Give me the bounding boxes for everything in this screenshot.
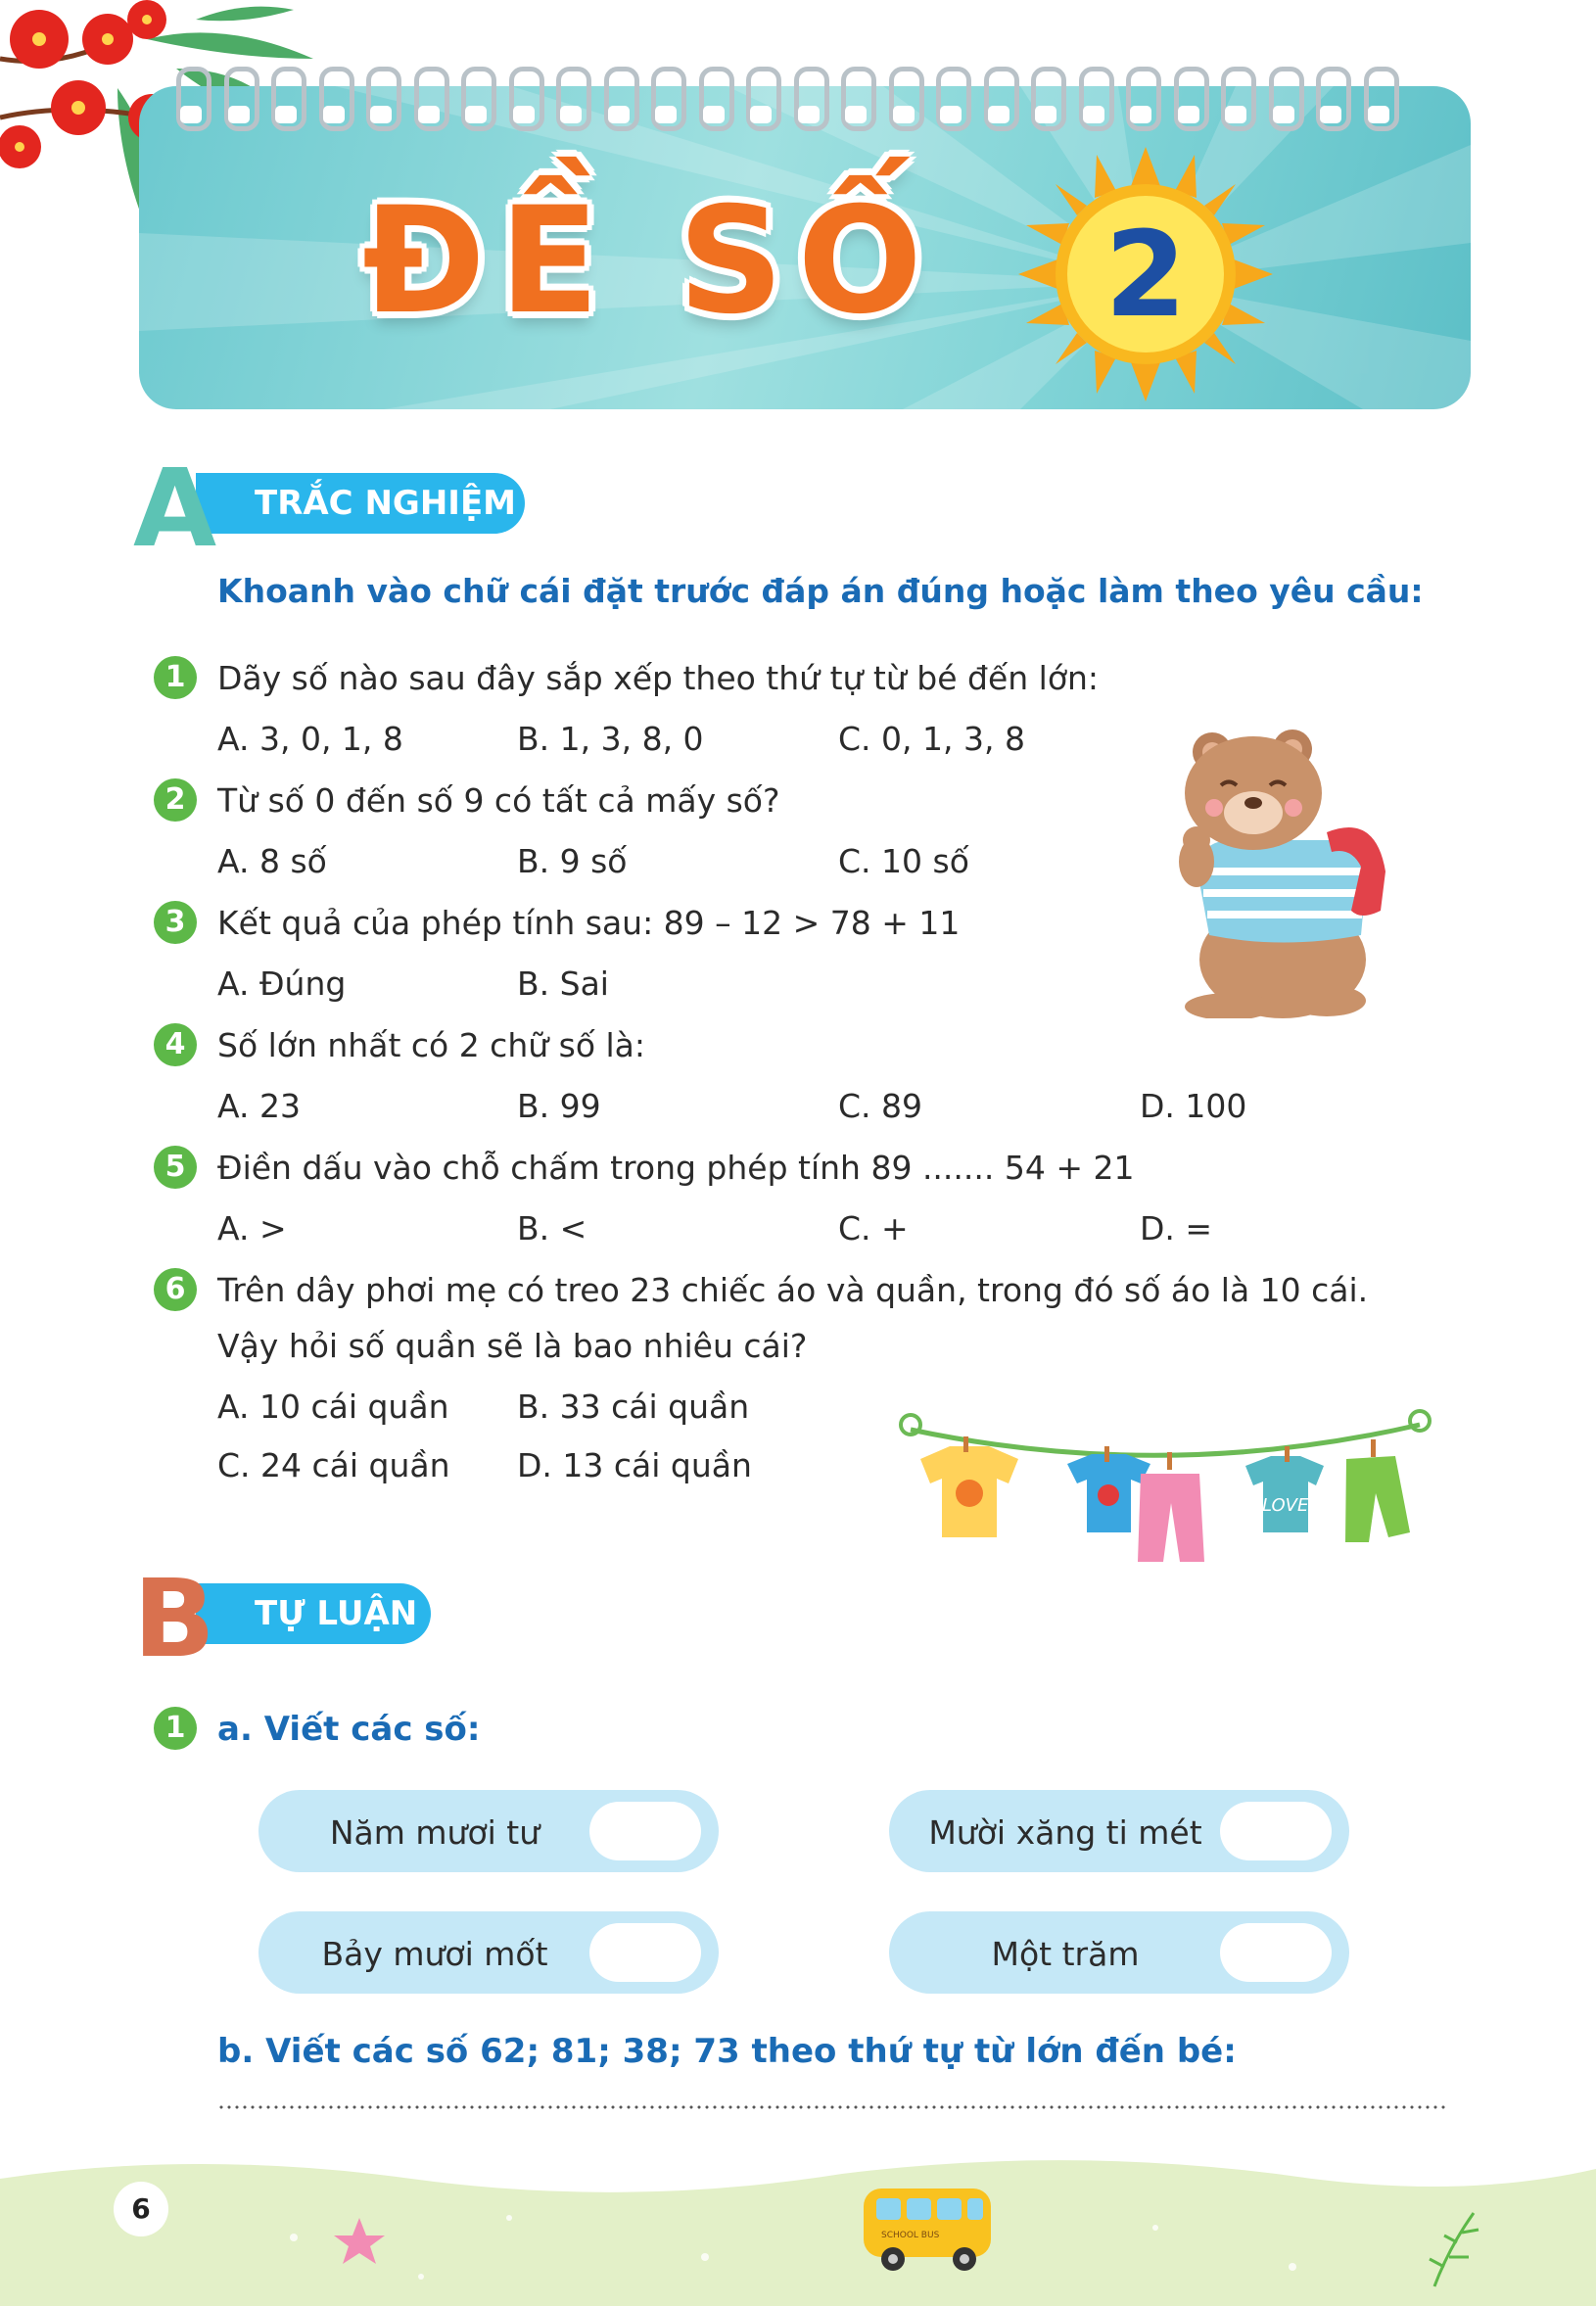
question-text: Kết quả của phép tính sau: 89 – 12 > 78 + 11 [217,904,961,942]
answer-dotted-line[interactable] [217,2105,1449,2109]
binding-hole [750,106,772,123]
binding-hole [513,106,535,123]
binding-hole [323,106,345,123]
bus-label: SCHOOL BUS [881,2231,940,2240]
binding-hole [1368,106,1389,123]
option-b[interactable]: B. < [517,1209,587,1247]
binding-hole [988,106,1009,123]
binding-hole [798,106,820,123]
question-text-line2: Vậy hỏi số quần sẽ là bao nhiêu cái? [217,1327,808,1365]
number-word-label: Một trăm [991,1935,1140,1973]
option-a[interactable]: A. 3, 0, 1, 8 [217,720,403,758]
number-word-label: Năm mươi tư [329,1813,540,1852]
binding-hole [1320,106,1341,123]
section-b-title: TỰ LUẬN [196,1583,431,1644]
question-text: Điền dấu vào chỗ chấm trong phép tính 89 ....... 54 + 21 [217,1149,1135,1187]
option-d[interactable]: D. = [1140,1209,1213,1247]
option-d[interactable]: D. 13 cái quần [517,1446,752,1484]
binding-hole [465,106,487,123]
question-number: 2 [154,778,197,822]
answer-blank[interactable] [1220,1923,1332,1982]
option-c[interactable]: C. 89 [838,1087,923,1125]
binding-hole [1130,106,1151,123]
question-number: 1 [154,656,197,699]
clothesline-illustration [881,1386,1449,1581]
binding-hole [1225,106,1246,123]
option-c[interactable]: C. + [838,1209,909,1247]
question-number: 5 [154,1146,197,1189]
binding-hole [180,106,202,123]
question-number: 6 [154,1268,197,1311]
binding-hole [228,106,250,123]
binding-hole [418,106,440,123]
answer-blank[interactable] [589,1923,701,1982]
shirt-love-text: LOVE [1262,1495,1309,1516]
subquestion-b: b. Viết các số 62; 81; 38; 73 theo thứ tự từ lớn đến bé: [217,2032,1237,2071]
page-title: ĐỀ SỐ [362,176,936,347]
page-number: 6 [114,2182,168,2236]
question-number: 3 [154,901,197,944]
question-text: Từ số 0 đến số 9 có tất cả mấy số? [217,781,780,820]
binding-hole [1273,106,1294,123]
binding-hole [370,106,392,123]
answer-blank[interactable] [589,1802,701,1860]
option-b[interactable]: B. 33 cái quần [517,1388,750,1426]
option-a[interactable]: A. Đúng [217,965,347,1003]
section-b-letter: B [133,1556,215,1681]
option-c[interactable]: C. 24 cái quần [217,1446,450,1484]
subquestion-a: a. Viết các số: [217,1710,481,1749]
answer-blank[interactable] [1220,1802,1332,1860]
option-b[interactable]: B. Sai [517,965,609,1003]
option-a[interactable]: A. 23 [217,1087,301,1125]
option-b[interactable]: B. 99 [517,1087,601,1125]
number-word-label: Mười xăng ti mét [928,1813,1202,1852]
number-word-label: Bảy mươi mốt [321,1935,548,1973]
option-c[interactable]: C. 10 số [838,842,969,880]
section-a-letter: A [133,446,217,571]
binding-hole [1178,106,1199,123]
instruction-text: Khoanh vào chữ cái đặt trước đáp án đúng hoặc làm theo yêu cầu: [217,572,1424,610]
option-a[interactable]: A. > [217,1209,287,1247]
binding-hole [845,106,867,123]
binding-hole [608,106,630,123]
grass-footer-decoration [0,2149,1596,2306]
binding-hole [893,106,915,123]
option-a[interactable]: A. 10 cái quần [217,1388,449,1426]
binding-hole [275,106,297,123]
section-a-title: TRẮC NGHIỆM [196,473,525,534]
binding-hole [703,106,725,123]
bear-illustration [1170,725,1385,1018]
question-text: Trên dây phơi mẹ có treo 23 chiếc áo và quần, trong đó số áo là 10 cái. [217,1271,1369,1309]
binding-hole [1035,106,1056,123]
binding-hole [560,106,582,123]
question-number: 1 [154,1707,197,1750]
binding-hole [940,106,962,123]
question-text: Số lớn nhất có 2 chữ số là: [217,1026,646,1064]
binding-hole [1083,106,1104,123]
binding-hole [655,106,677,123]
option-a[interactable]: A. 8 số [217,842,327,880]
option-b[interactable]: B. 1, 3, 8, 0 [517,720,704,758]
question-text: Dãy số nào sau đây sắp xếp theo thứ tự từ bé đến lớn: [217,659,1100,697]
exam-number: 2 [1104,208,1187,344]
option-d[interactable]: D. 100 [1140,1087,1247,1125]
option-c[interactable]: C. 0, 1, 3, 8 [838,720,1025,758]
option-b[interactable]: B. 9 số [517,842,628,880]
question-number: 4 [154,1023,197,1066]
